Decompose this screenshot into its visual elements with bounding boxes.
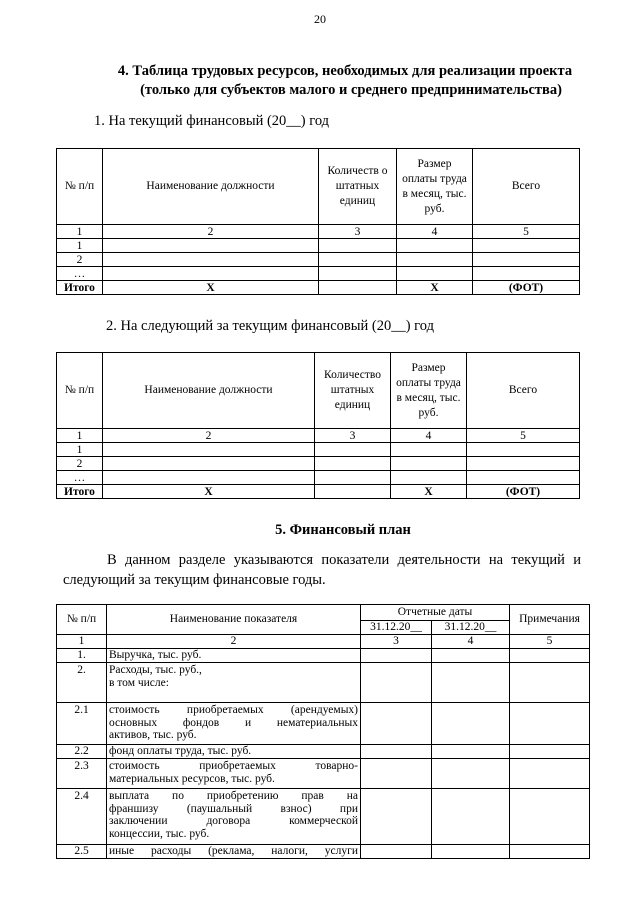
column-number: 4 bbox=[432, 635, 510, 649]
empty-cell bbox=[391, 471, 467, 485]
row-number: 2. bbox=[57, 663, 107, 703]
total-row bbox=[57, 485, 580, 499]
column-number: 5 bbox=[473, 225, 580, 239]
header-position-name: Наименование должности bbox=[103, 353, 315, 429]
empty-cell bbox=[361, 703, 432, 745]
labor-table-next-year bbox=[56, 352, 580, 499]
total-label: Итого bbox=[57, 281, 103, 295]
header-num: № п/п bbox=[57, 353, 103, 429]
empty-cell bbox=[319, 281, 397, 295]
empty-cell bbox=[510, 745, 590, 759]
column-number: 4 bbox=[397, 225, 473, 239]
indicator-line: франшизу (паушальный взнос) при bbox=[109, 802, 358, 815]
indicator-line: стоимость приобретаемых товарно- bbox=[109, 760, 358, 772]
empty-cell bbox=[397, 267, 473, 281]
empty-cell bbox=[432, 663, 510, 703]
column-number: 2 bbox=[103, 225, 319, 239]
section-5-paragraph bbox=[63, 550, 581, 590]
empty-cell bbox=[103, 267, 319, 281]
column-number: 5 bbox=[510, 635, 590, 649]
indicator-line: материальных ресурсов, тыс. руб. bbox=[109, 772, 275, 785]
indicator-line: выплата по приобретению прав на bbox=[109, 790, 358, 802]
empty-cell bbox=[432, 789, 510, 845]
header-total: Всего bbox=[467, 353, 580, 429]
empty-cell bbox=[103, 471, 315, 485]
table-row bbox=[57, 745, 590, 759]
section-5-title: 5. Финансовый план bbox=[275, 522, 411, 538]
indicator-name bbox=[107, 649, 361, 663]
indicator-line: активов, тыс. руб. bbox=[109, 729, 197, 741]
empty-cell bbox=[103, 239, 319, 253]
row-number: 2.5 bbox=[57, 845, 107, 859]
header-staff-count: Количеств о штатных единиц bbox=[319, 149, 397, 225]
empty-cell bbox=[315, 457, 391, 471]
header-staff-count: Количество штатных единиц bbox=[315, 353, 391, 429]
header-num: № п/п bbox=[57, 605, 107, 635]
labor-table-current-year bbox=[56, 148, 580, 295]
table-row bbox=[57, 759, 590, 789]
header-monthly-salary: Размер оплаты труда в месяц, тыс. руб. bbox=[397, 149, 473, 225]
column-number: 1 bbox=[57, 635, 107, 649]
empty-cell bbox=[467, 457, 580, 471]
section-4-title-line2: (только для субъектов малого и среднего предпринимательства) bbox=[140, 82, 562, 98]
indicator-line: основных фондов и нематериальных bbox=[109, 716, 358, 729]
indicator-name bbox=[107, 845, 361, 859]
indicator-name bbox=[107, 759, 361, 789]
indicator-line: Расходы, тыс. руб., bbox=[109, 664, 202, 676]
row-number: … bbox=[57, 267, 103, 281]
empty-cell bbox=[361, 745, 432, 759]
header-num: № п/п bbox=[57, 149, 103, 225]
row-number: 1 bbox=[57, 443, 103, 457]
empty-cell bbox=[319, 253, 397, 267]
header-indicator-name: Наименование показателя bbox=[107, 605, 361, 635]
column-number: 3 bbox=[315, 429, 391, 443]
empty-cell bbox=[473, 267, 580, 281]
column-number: 2 bbox=[107, 635, 361, 649]
indicator-name bbox=[107, 745, 361, 759]
empty-cell bbox=[467, 443, 580, 457]
column-number: 1 bbox=[57, 429, 103, 443]
empty-cell bbox=[473, 253, 580, 267]
indicator-line: заключении договора коммерческой bbox=[109, 815, 358, 827]
indicator-line: фонд оплаты труда, тыс. руб. bbox=[109, 745, 252, 758]
header-report-dates: Отчетные даты bbox=[361, 605, 510, 621]
empty-cell bbox=[510, 789, 590, 845]
header-notes: Примечания bbox=[510, 605, 590, 635]
table-row bbox=[57, 845, 590, 859]
total-label: Итого bbox=[57, 485, 103, 499]
indicator-line: стоимость приобретаемых (арендуемых) bbox=[109, 704, 358, 716]
row-number: 1 bbox=[57, 239, 103, 253]
header-total: Всего bbox=[473, 149, 580, 225]
empty-cell bbox=[432, 745, 510, 759]
row-number: 2 bbox=[57, 457, 103, 471]
empty-cell bbox=[510, 663, 590, 703]
table2-heading: 2. На следующий за текущим финансовый (20__) год bbox=[106, 318, 434, 334]
empty-cell bbox=[473, 239, 580, 253]
paragraph-line2: следующий за текущим финансовые годы. bbox=[63, 572, 326, 588]
column-number: 4 bbox=[391, 429, 467, 443]
empty-cell bbox=[432, 649, 510, 663]
column-number: 5 bbox=[467, 429, 580, 443]
total-row bbox=[57, 281, 580, 295]
table-row bbox=[57, 471, 580, 485]
empty-cell bbox=[510, 649, 590, 663]
empty-cell bbox=[391, 443, 467, 457]
total-payroll: (ФОТ) bbox=[467, 485, 580, 499]
row-number: 2.4 bbox=[57, 789, 107, 845]
column-numbers-row bbox=[57, 429, 580, 443]
table-row bbox=[57, 703, 590, 745]
empty-cell bbox=[467, 471, 580, 485]
row-number: … bbox=[57, 471, 103, 485]
total-name-x: X bbox=[103, 485, 315, 499]
total-payroll: (ФОТ) bbox=[473, 281, 580, 295]
empty-cell bbox=[361, 649, 432, 663]
indicator-line: концессии, тыс. руб. bbox=[109, 827, 210, 840]
empty-cell bbox=[510, 703, 590, 745]
paragraph-line1: В данном разделе указываются показатели деятельности на текущий и bbox=[107, 552, 581, 568]
empty-cell bbox=[361, 663, 432, 703]
page-number: 20 bbox=[314, 12, 326, 26]
financial-plan-table bbox=[56, 604, 590, 859]
indicator-name bbox=[107, 703, 361, 745]
empty-cell bbox=[432, 759, 510, 789]
table-row bbox=[57, 267, 580, 281]
column-number: 2 bbox=[103, 429, 315, 443]
column-numbers-row bbox=[57, 635, 590, 649]
empty-cell bbox=[361, 789, 432, 845]
total-name-x: X bbox=[103, 281, 319, 295]
total-salary-x: X bbox=[391, 485, 467, 499]
column-numbers-row bbox=[57, 225, 580, 239]
indicator-line: иные расходы (реклама, налоги, услуги bbox=[109, 845, 358, 858]
row-number: 2.2 bbox=[57, 745, 107, 759]
empty-cell bbox=[315, 471, 391, 485]
empty-cell bbox=[103, 457, 315, 471]
indicator-name bbox=[107, 663, 361, 703]
empty-cell bbox=[319, 267, 397, 281]
table-row bbox=[57, 239, 580, 253]
table-row bbox=[57, 443, 580, 457]
empty-cell bbox=[103, 443, 315, 457]
table-row bbox=[57, 253, 580, 267]
column-number: 3 bbox=[319, 225, 397, 239]
column-number: 1 bbox=[57, 225, 103, 239]
empty-cell bbox=[510, 845, 590, 859]
empty-cell bbox=[397, 253, 473, 267]
row-number: 2 bbox=[57, 253, 103, 267]
empty-cell bbox=[315, 443, 391, 457]
indicator-line: в том числе: bbox=[109, 676, 169, 689]
table-row bbox=[57, 649, 590, 663]
header-position-name: Наименование должности bbox=[103, 149, 319, 225]
empty-cell bbox=[391, 457, 467, 471]
table-row bbox=[57, 457, 580, 471]
row-number: 1. bbox=[57, 649, 107, 663]
row-number: 2.1 bbox=[57, 703, 107, 745]
empty-cell bbox=[103, 253, 319, 267]
table1-heading: 1. На текущий финансовый (20__) год bbox=[94, 113, 330, 129]
header-date-1: 31.12.20__ bbox=[361, 621, 432, 635]
total-salary-x: X bbox=[397, 281, 473, 295]
empty-cell bbox=[361, 759, 432, 789]
row-number: 2.3 bbox=[57, 759, 107, 789]
table-row bbox=[57, 663, 590, 703]
empty-cell bbox=[432, 845, 510, 859]
header-date-2: 31.12.20__ bbox=[432, 621, 510, 635]
indicator-line: Выручка, тыс. руб. bbox=[109, 649, 202, 662]
indicator-name bbox=[107, 789, 361, 845]
empty-cell bbox=[510, 759, 590, 789]
empty-cell bbox=[319, 239, 397, 253]
section-4-title-line1: 4. Таблица трудовых ресурсов, необходимых для реализации проекта bbox=[117, 63, 573, 79]
empty-cell bbox=[361, 845, 432, 859]
table-row bbox=[57, 789, 590, 845]
empty-cell bbox=[432, 703, 510, 745]
section-4-title bbox=[60, 62, 630, 100]
header-monthly-salary: Размер оплаты труда в месяц, тыс. руб. bbox=[391, 353, 467, 429]
empty-cell bbox=[315, 485, 391, 499]
empty-cell bbox=[397, 239, 473, 253]
column-number: 3 bbox=[361, 635, 432, 649]
